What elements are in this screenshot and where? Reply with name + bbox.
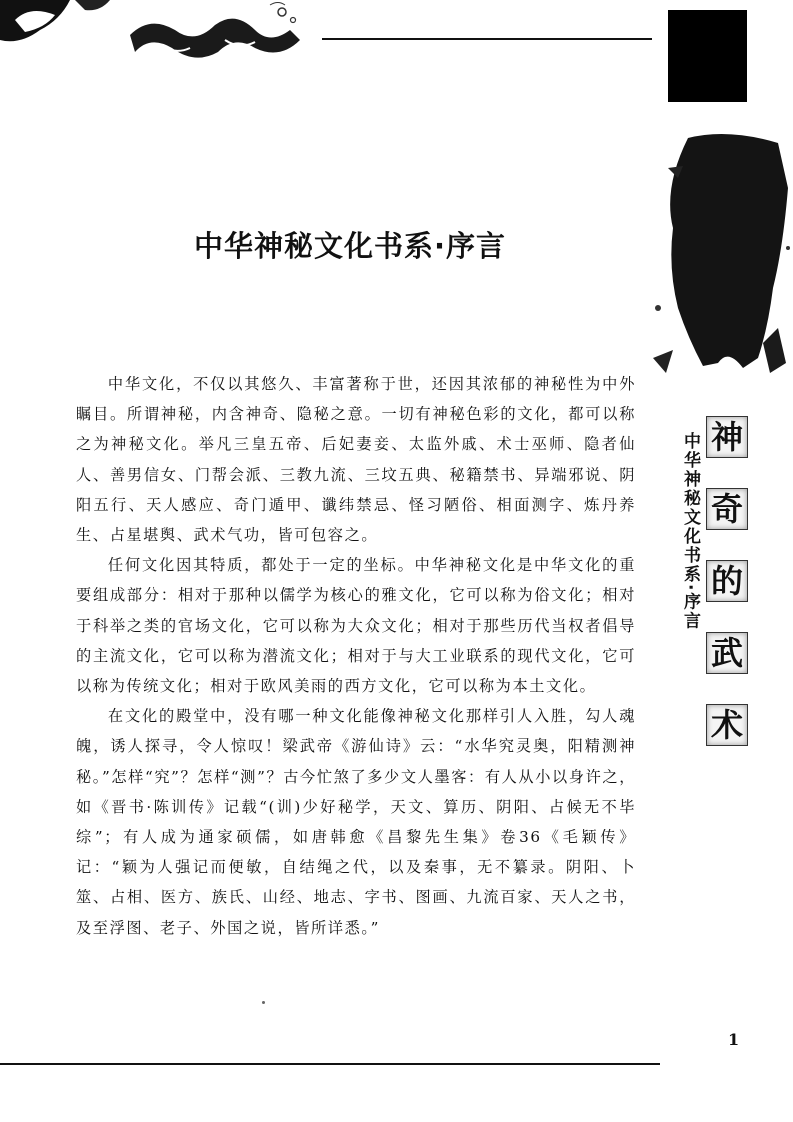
sidebar-series-label: 中华神秘文化书系·序言: [680, 432, 700, 631]
page-number: 1: [728, 1030, 740, 1049]
dragon-ornament-icon: [0, 0, 320, 72]
paragraph-3: 在文化的殿堂中，没有哪一种文化能像神秘文化那样引人入胜，勾人魂魄，诱人探寻，令人惊叹！梁武帝《游仙诗》云：“水华究灵奥，阳精测神秘。”怎样“究”？怎样“测”？古今忙煞了多少文人墨客：有人从小以身许之，如《晋书·陈训传》记载“(训)少好秘学，天文、算历、阴阳、占候无不毕综”；有人成为通家硕儒，如唐韩愈《昌黎先生集》卷36《毛颖传》记：“颖为人强记而便敏，自结绳之代，以及秦事，无不纂录。阴阳、卜筮、占相、医方、族氏、山经、地志、字书、图画、九流百家、天人之书，及至浮图、老子、外国之说，皆所详悉。”: [76, 707, 636, 937]
page-title: 中华神秘文化书系·序言: [193, 229, 507, 263]
book-title-char-2: 奇: [706, 488, 748, 530]
header-black-block: [668, 10, 747, 102]
footer-rule: [0, 1063, 660, 1065]
book-title-char-1: 神: [706, 416, 748, 458]
paragraph-2: 任何文化因其特质，都处于一定的坐标。中华神秘文化是中华文化的重要组成部分：相对于那种以儒学为核心的雅文化，它可以称为俗文化；相对于科举之类的官场文化，它可以称为大众文化；相对于那些历代当权者倡导的主流文化，它可以称为潜流文化；相对于与大工业联系的现代文化，它可以称为传统文化；相对于欧风美雨的西方文化，它可以称为本土文化。: [76, 556, 636, 696]
paragraph-1: 中华文化，不仅以其悠久、丰富著称于世，还因其浓郁的神秘性为中外瞩目。所谓神秘，内含神奇、隐秘之意。一切有神秘色彩的文化，都可以称之为神秘文化。举凡三皇五帝、后妃妻妾、太监外戚、术士巫师、隐者仙人、善男信女、门帮会派、三教九流、三坟五典、秘籍禁书、异端邪说、阴阳五行、天人感应、奇门遁甲、谶纬禁忌、怪习陋俗、相面测字、炼丹养生、占星堪舆、武术气功，皆可包容之。: [76, 375, 636, 545]
header-rule: [322, 38, 652, 40]
book-title-char-5: 术: [706, 704, 748, 746]
book-title-char-3: 的: [706, 560, 748, 602]
body-text: [76, 369, 636, 943]
book-title-char-4: 武: [706, 632, 748, 674]
sidebar-book-title: [706, 416, 750, 776]
print-speck: [262, 1001, 265, 1004]
